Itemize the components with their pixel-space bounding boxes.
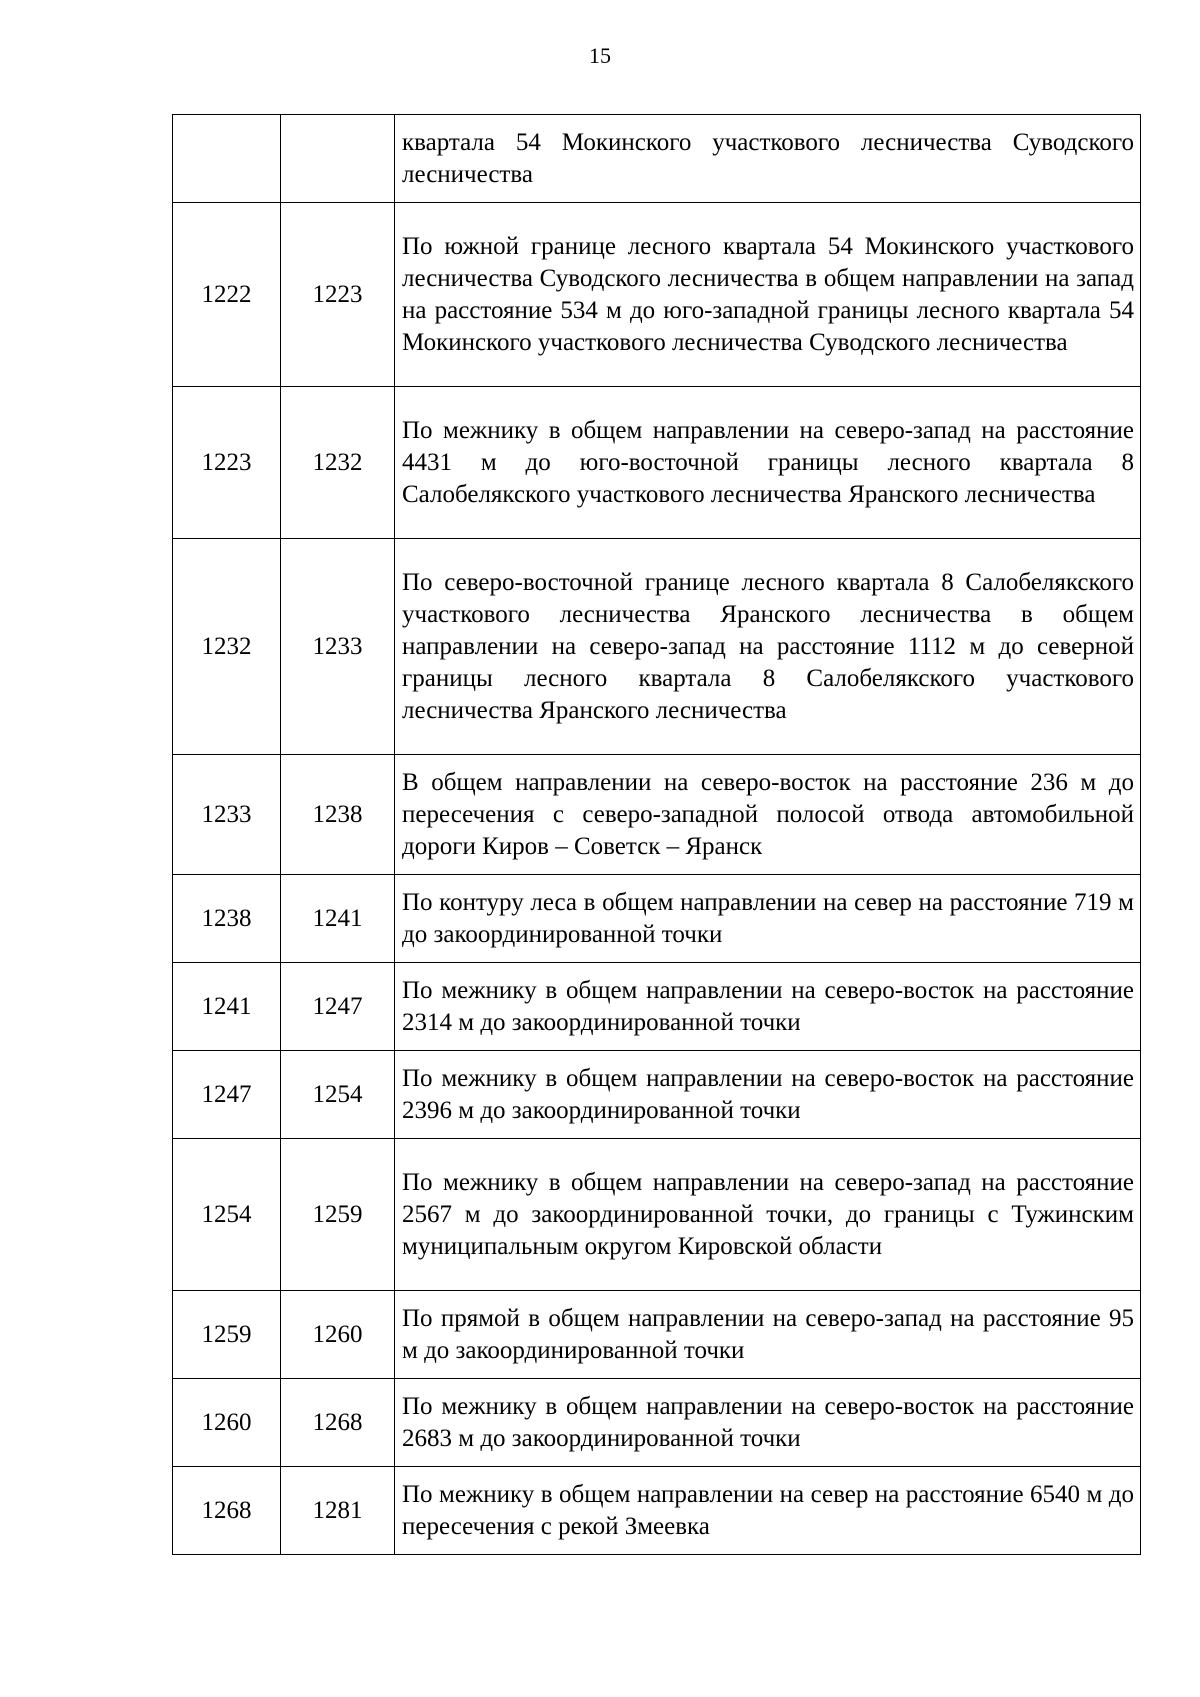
from-point-cell: 1223: [173, 387, 281, 539]
table-row: [173, 1139, 1141, 1291]
table-row: [173, 1467, 1141, 1555]
table-row: [173, 387, 1141, 539]
to-point-cell: [281, 115, 395, 203]
description-cell: В общем направлении на северо-восток на расстояние 236 м до пересечения с северо-западной полосой отвода автомобильной дороги Киров – Советск – Яранск: [395, 755, 1141, 875]
boundary-description-table: [172, 114, 1141, 1555]
to-point-cell: 1260: [281, 1291, 395, 1379]
description-cell: По межнику в общем направлении на северо-восток на расстояние 2314 м до закоординированной точки: [395, 963, 1141, 1051]
from-point-cell: 1259: [173, 1291, 281, 1379]
description-cell: По прямой в общем направлении на северо-запад на расстояние 95 м до закоординированной точки: [395, 1291, 1141, 1379]
from-point-cell: 1238: [173, 875, 281, 963]
to-point-cell: 1238: [281, 755, 395, 875]
from-point-cell: 1232: [173, 539, 281, 755]
to-point-cell: 1281: [281, 1467, 395, 1555]
description-cell: По северо-восточной границе лесного квартала 8 Салобелякского участкового лесничества Яранского лесничества в общем направлении на северо-запад на расстояние 1112 м до северной границы лесного квартала 8 Салобелякского участкового лесничества Яранского лесничества: [395, 539, 1141, 755]
to-point-cell: 1247: [281, 963, 395, 1051]
from-point-cell: 1247: [173, 1051, 281, 1139]
description-cell: По южной границе лесного квартала 54 Мокинского участкового лесничества Суводского лесничества в общем направлении на запад на расстояние 534 м до юго-западной границы лесного квартала 54 Мокинского участкового лесничества Суводского лесничества: [395, 203, 1141, 387]
to-point-cell: 1232: [281, 387, 395, 539]
from-point-cell: 1254: [173, 1139, 281, 1291]
to-point-cell: 1223: [281, 203, 395, 387]
table-row: [173, 1291, 1141, 1379]
description-cell: По межнику в общем направлении на северо-запад на расстояние 4431 м до юго-восточной границы лесного квартала 8 Салобелякского участкового лесничества Яранского лесничества: [395, 387, 1141, 539]
table-row: [173, 755, 1141, 875]
from-point-cell: 1233: [173, 755, 281, 875]
from-point-cell: 1268: [173, 1467, 281, 1555]
from-point-cell: 1222: [173, 203, 281, 387]
description-cell: По межнику в общем направлении на север на расстояние 6540 м до пересечения с рекой Змеевка: [395, 1467, 1141, 1555]
description-cell: По межнику в общем направлении на северо-восток на расстояние 2396 м до закоординированной точки: [395, 1051, 1141, 1139]
page-number: 15: [589, 43, 611, 68]
description-cell: квартала 54 Мокинского участкового лесничества Суводского лесничества: [395, 115, 1141, 203]
table-row: [173, 1379, 1141, 1467]
table-row: [173, 1051, 1141, 1139]
from-point-cell: 1241: [173, 963, 281, 1051]
from-point-cell: [173, 115, 281, 203]
table-row: [173, 203, 1141, 387]
description-cell: По межнику в общем направлении на северо-восток на расстояние 2683 м до закоординированной точки: [395, 1379, 1141, 1467]
to-point-cell: 1233: [281, 539, 395, 755]
description-cell: По контуру леса в общем направлении на север на расстояние 719 м до закоординированной точки: [395, 875, 1141, 963]
description-cell: По межнику в общем направлении на северо-запад на расстояние 2567 м до закоординированной точки, до границы с Тужинским муниципальным округом Кировской области: [395, 1139, 1141, 1291]
table-row: [173, 963, 1141, 1051]
table-row: [173, 539, 1141, 755]
table-row: [173, 875, 1141, 963]
to-point-cell: 1268: [281, 1379, 395, 1467]
to-point-cell: 1241: [281, 875, 395, 963]
table-body: [173, 115, 1141, 1555]
to-point-cell: 1259: [281, 1139, 395, 1291]
from-point-cell: 1260: [173, 1379, 281, 1467]
table-row: [173, 115, 1141, 203]
to-point-cell: 1254: [281, 1051, 395, 1139]
